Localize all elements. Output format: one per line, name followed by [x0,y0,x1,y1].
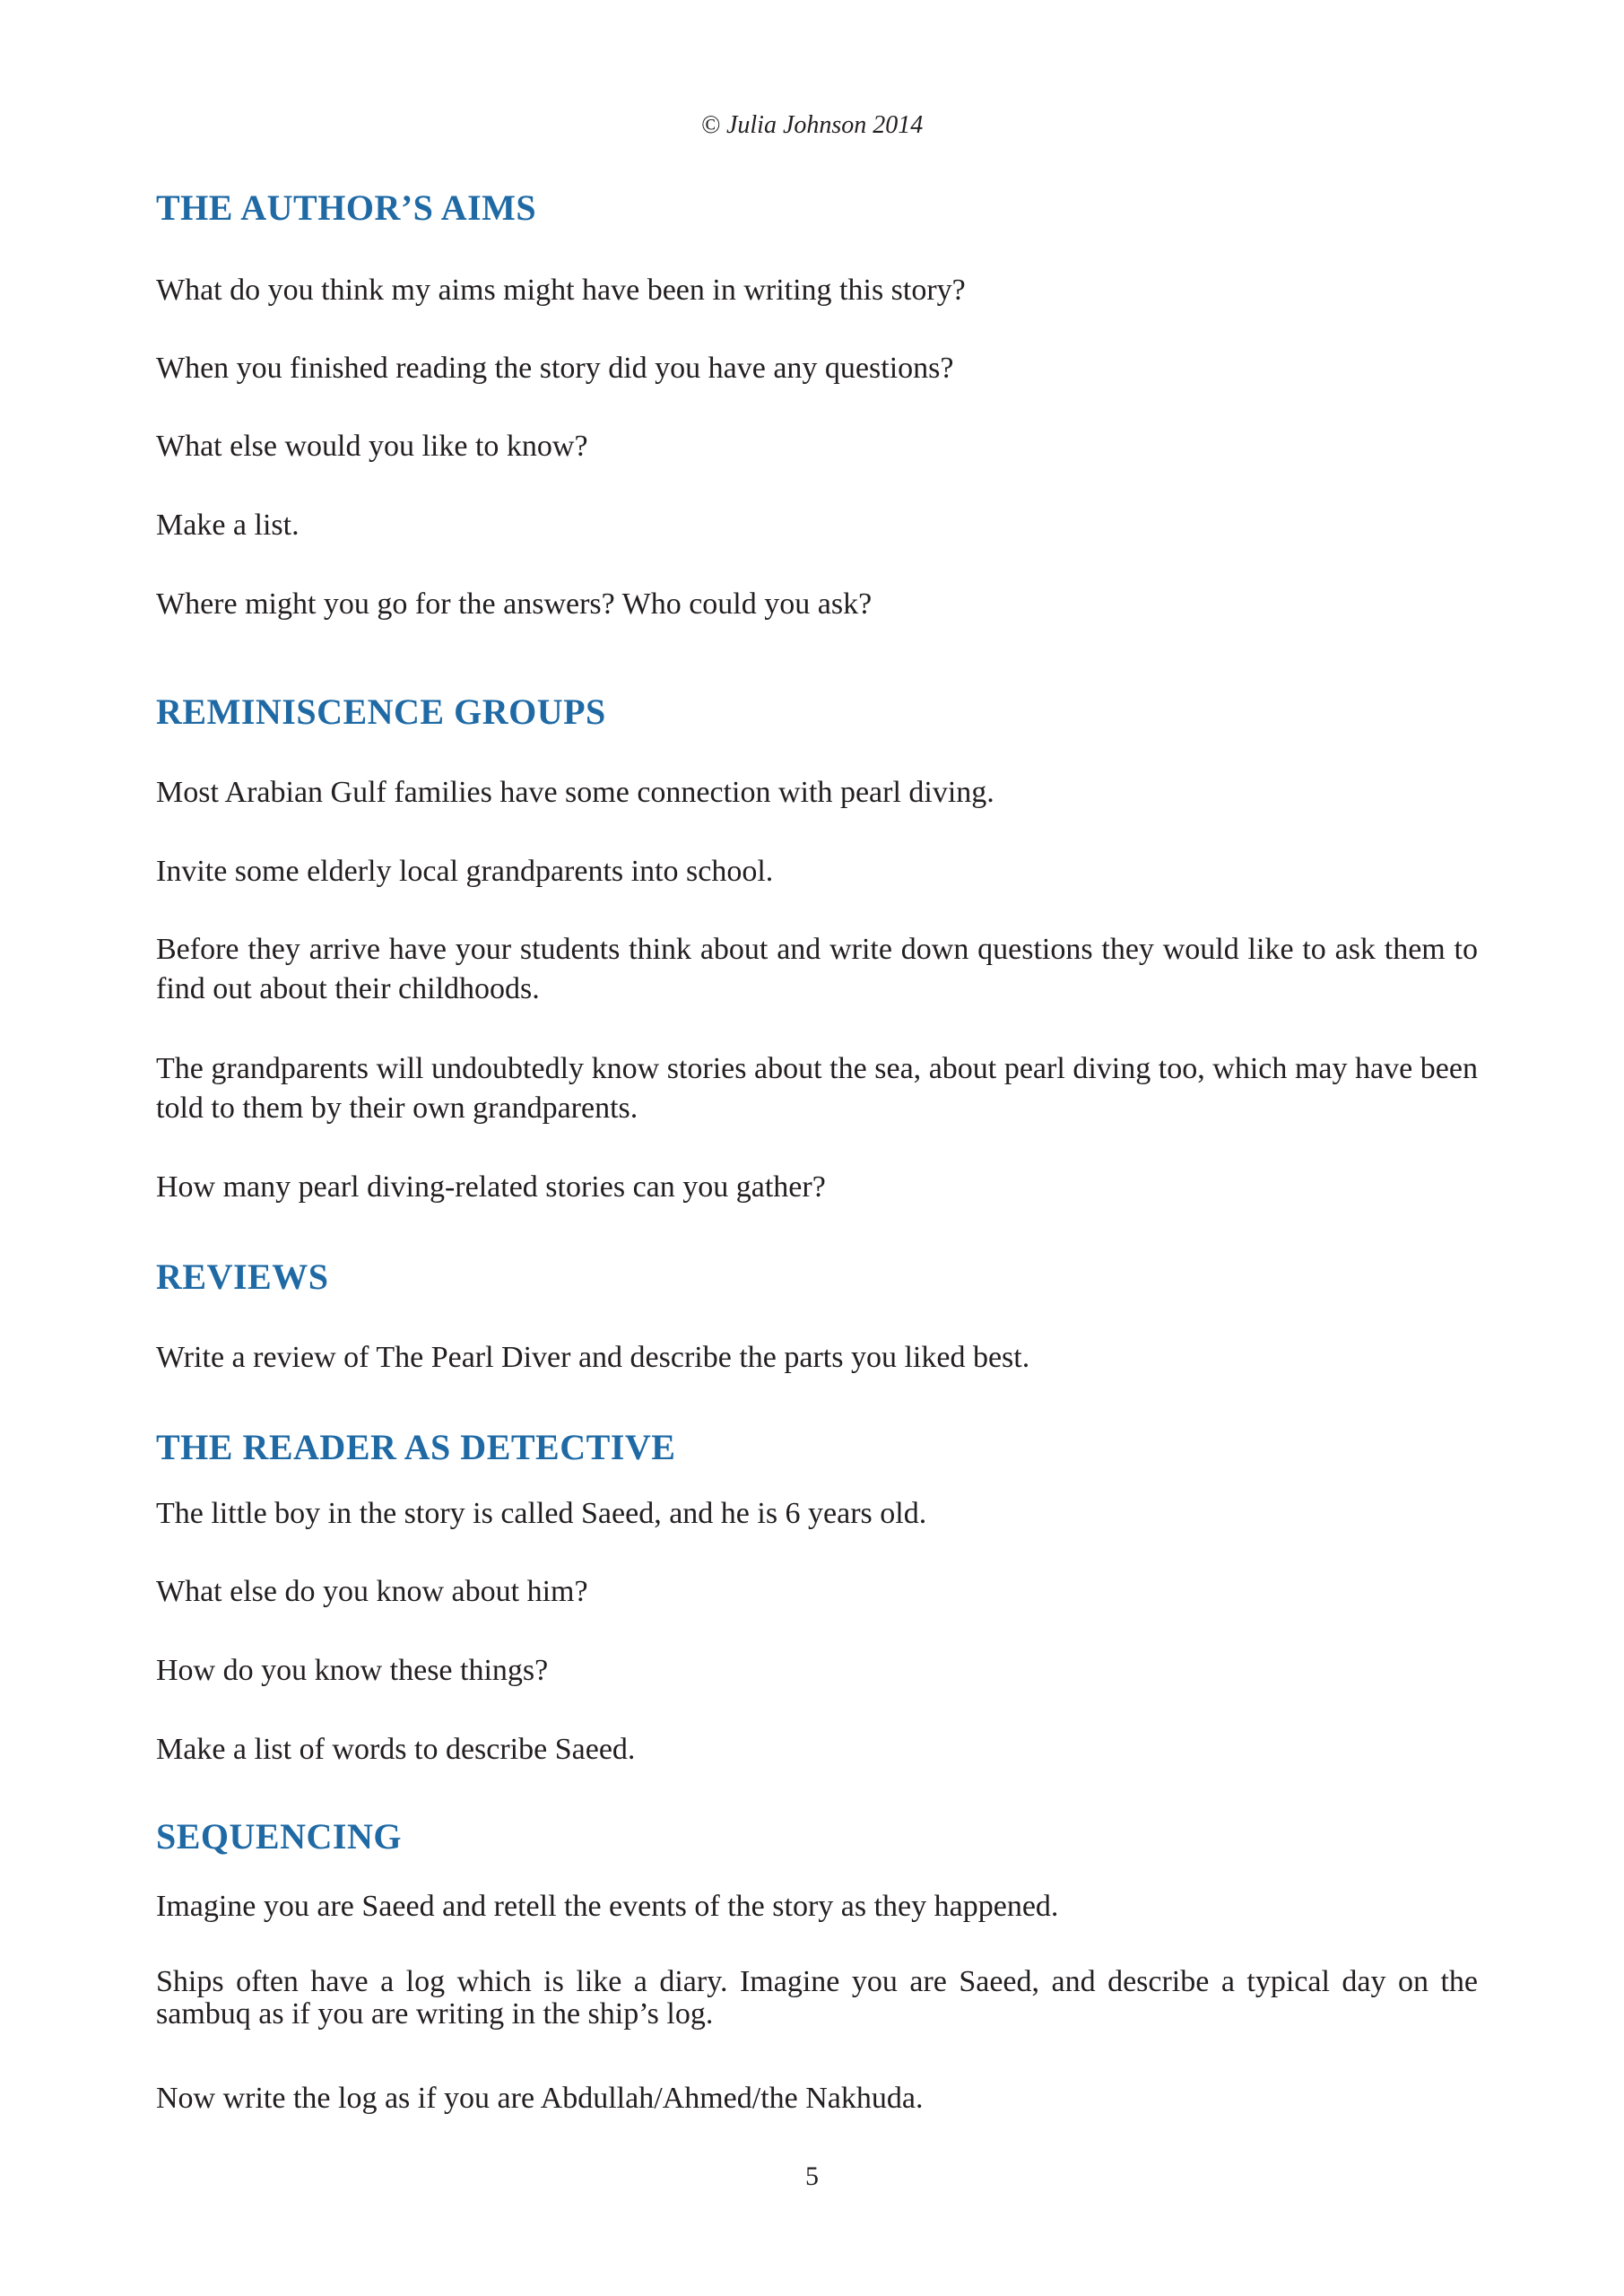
paragraph: What else do you know about him? [156,1575,588,1608]
copyright-notice: © Julia Johnson 2014 [700,111,924,139]
section-heading-reviews: REVIEWS [156,1257,329,1297]
paragraph: Now write the log as if you are Abdullah/Ahmed/the Nakhuda. [156,2082,924,2115]
paragraph: The little boy in the story is called Saeed, and he is 6 years old. [156,1497,927,1530]
paragraph: The grandparents will undoubtedly know stories about the sea, about pearl diving too, which may have been told to them by their own grandparents. [156,1052,1478,1125]
paragraph: Most Arabian Gulf families have some connection with pearl diving. [156,776,994,809]
paragraph: How many pearl diving-related stories can you gather? [156,1170,826,1204]
paragraph: Where might you go for the answers? Who could you ask? [156,587,873,621]
paragraph: Imagine you are Saeed and retell the events of the story as they happened. [156,1890,1059,1923]
section-heading-authors-aims: THE AUTHOR’S AIMS [156,187,537,228]
paragraph: Invite some elderly local grandparents into school. [156,855,774,888]
section-heading-reader-as-detective: THE READER AS DETECTIVE [156,1427,676,1467]
paragraph: Write a review of The Pearl Diver and describe the parts you liked best. [156,1341,1030,1374]
paragraph: Before they arrive have your students think about and write down questions they would like to ask them to find out about their childhoods. [156,933,1478,1005]
paragraph: How do you know these things? [156,1654,549,1687]
paragraph: Make a list of words to describe Saeed. [156,1733,636,1766]
page-number: 5 [805,2161,819,2191]
paragraph: What else would you like to know? [156,430,588,463]
paragraph: When you finished reading the story did you have any questions? [156,352,954,385]
paragraph: Make a list. [156,509,300,542]
section-heading-sequencing: SEQUENCING [156,1816,402,1857]
section-heading-reminiscence-groups: REMINISCENCE GROUPS [156,691,606,732]
paragraph: Ships often have a log which is like a diary. Imagine you are Saeed, and describe a typical day on the sambuq as if you are writing in the ship’s log. [156,1965,1478,2031]
paragraph: What do you think my aims might have been in writing this story? [156,274,966,307]
